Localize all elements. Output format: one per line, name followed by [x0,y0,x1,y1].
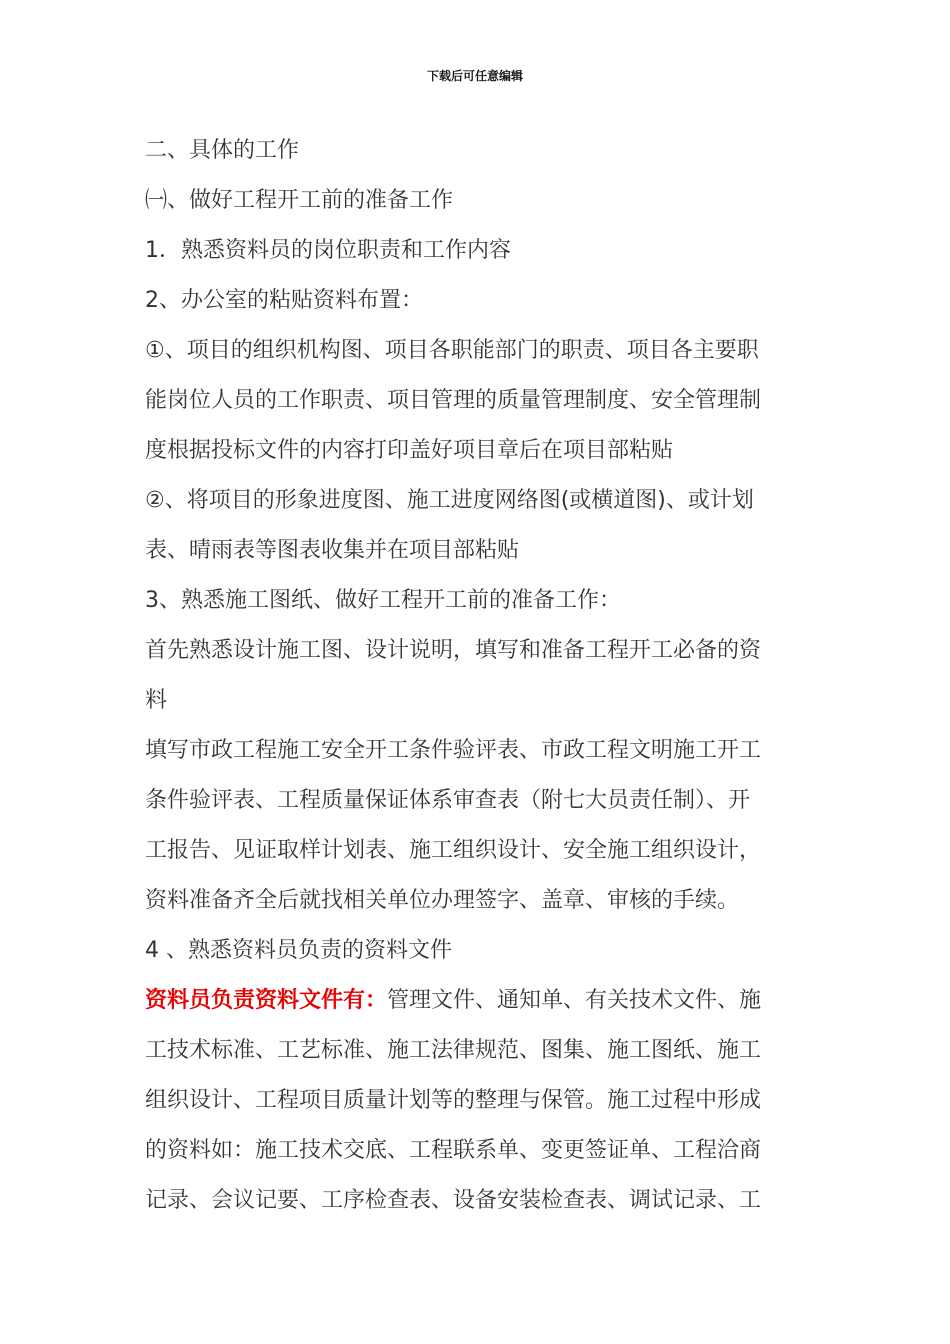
section-heading: 二、具体的工作 [145,138,300,163]
highlight-label: 资料员负责资料文件有： [145,988,388,1013]
paragraph-line: 工技术标准、工艺标准、施工法律规范、图集、施工图纸、施工 [145,1038,762,1063]
paragraph-line: 的资料如：施工技术交底、工程联系单、变更签证单、工程洽商 [145,1138,762,1163]
paragraph-line: 条件验评表、工程质量保证体系审查表（附七大员责任制）、开 [145,788,751,813]
highlight-paragraph-line [145,976,795,1026]
document-body [145,126,795,1226]
paragraph-line: 资料准备齐全后就找相关单位办理签字、盖章、审核的手续。 [145,888,740,913]
header-note: 下载后可任意编辑 [426,69,523,83]
paragraph-line: 表、晴雨表等图表收集并在项目部粘贴 [145,538,520,563]
paragraph-line: 3、熟悉施工图纸、做好工程开工前的准备工作： [145,588,621,613]
subsection-heading: ㈠、做好工程开工前的准备工作 [145,188,454,213]
paragraph-line: 2、办公室的粘贴资料布置： [145,288,423,313]
paragraph-line: 1．熟悉资料员的岗位职责和工作内容 [145,238,511,263]
paragraph-line: 工报告、见证取样计划表、施工组织设计、安全施工组织设计， [145,838,762,863]
paragraph-line: ②、将项目的形象进度图、施工进度网络图(或横道图)、或计划 [145,488,754,513]
highlight-rest: 管理文件、通知单、有关技术文件、施 [387,988,762,1013]
paragraph-line: 能岗位人员的工作职责、项目管理的质量管理制度、安全管理制 [145,388,762,413]
paragraph-line: 记录、会议记要、工序检查表、设备安装检查表、调试记录、工 [145,1188,762,1213]
paragraph-line: 组织设计、工程项目质量计划等的整理与保管。施工过程中形成 [145,1088,762,1113]
paragraph-line: 料 [145,688,168,713]
paragraph-line: 4 、熟悉资料员负责的资料文件 [145,938,452,963]
paragraph-line: 填写市政工程施工安全开工条件验评表、市政工程文明施工开工 [145,738,762,763]
paragraph-line: 度根据投标文件的内容打印盖好项目章后在项目部粘贴 [145,438,674,463]
paragraph-line: ①、项目的组织机构图、项目各职能部门的职责、项目各主要职 [145,338,759,363]
paragraph-line: 首先熟悉设计施工图、设计说明，填写和准备工程开工必备的资 [145,638,762,663]
